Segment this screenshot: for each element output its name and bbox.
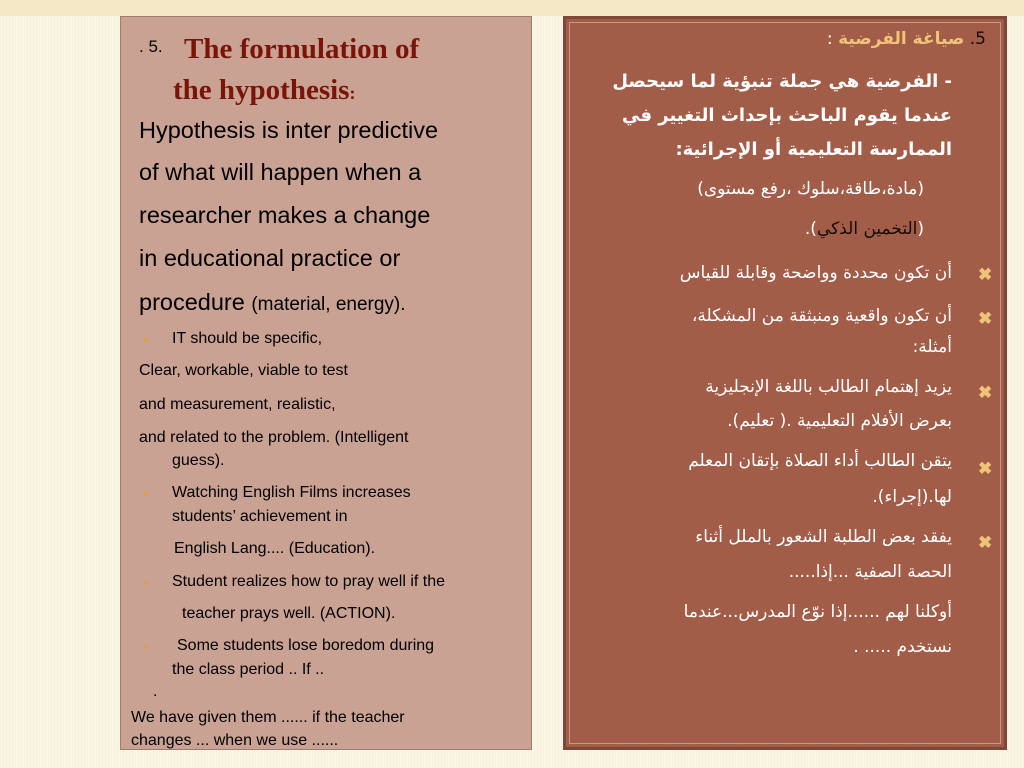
arabic-definition-3: الممارسة التعليمية أو الإجرائية: bbox=[675, 139, 952, 160]
arabic-definition-2: عندما يقوم الباحث بإحداث التغيير في bbox=[621, 105, 952, 126]
arabic-bullet-2: أن تكون واقعية ومنبثقة من المشكلة، bbox=[691, 306, 952, 326]
definition-line-4: in educational practice or bbox=[139, 245, 401, 271]
definition-line-1: Hypothesis is inter predictive bbox=[139, 117, 439, 143]
arabic-section-title: 5. صياغة الفرضية : bbox=[826, 29, 986, 49]
arabic-closing-1: أوكلنا لهم ......إذا نوّع المدرس...عندما bbox=[683, 602, 952, 622]
english-text-panel bbox=[120, 16, 532, 750]
arabic-bullet-3b: بعرض الأفلام التعليمية .( تعليم). bbox=[727, 411, 952, 431]
arabic-guess: (التخمين الذكي). bbox=[804, 219, 924, 239]
bullet-icon: ● bbox=[143, 641, 149, 651]
top-stripe bbox=[0, 0, 1024, 16]
arabic-bullet-3: يزيد إهتمام الطالب باللغة الإنجليزية bbox=[705, 377, 952, 397]
bullet-icon: ● bbox=[143, 334, 149, 344]
list-item: Watching English Films increases bbox=[172, 484, 411, 501]
arabic-definition-1: - الفرضية هي جملة تنبؤية لما سيحصل bbox=[612, 71, 952, 92]
arabic-bullet-5b: الحصة الصفية ...إذا..... bbox=[788, 562, 952, 582]
bullet-icon: ● bbox=[143, 488, 149, 498]
list-item: and measurement, realistic, bbox=[139, 396, 336, 413]
bullet-icon: ● bbox=[143, 577, 149, 587]
section-title-line2: the hypothesis: bbox=[173, 74, 356, 106]
list-item: English Lang.... (Education). bbox=[174, 540, 376, 557]
arabic-bullet-4b: لها.(إجراء). bbox=[872, 487, 952, 507]
list-item: teacher prays well. (ACTION). bbox=[182, 605, 396, 622]
section-number: . 5. bbox=[139, 37, 163, 56]
list-item: the class period .. If .. bbox=[172, 661, 325, 678]
arabic-closing-2: نستخدم ..... . bbox=[853, 637, 952, 657]
arabic-examples-paren: (مادة،طاقة،سلوك ،رفع مستوى) bbox=[697, 179, 924, 199]
list-item: and related to the problem. (Intelligent bbox=[139, 429, 409, 446]
definition-line-2: of what will happen when a bbox=[139, 159, 422, 185]
arabic-text-panel bbox=[563, 16, 1007, 750]
list-item: . bbox=[153, 683, 158, 700]
list-item: IT should be specific, bbox=[172, 330, 323, 347]
arabic-bullet-2b: أمثلة: bbox=[912, 337, 952, 357]
list-item: guess). bbox=[172, 452, 225, 469]
list-item: Some students lose boredom during bbox=[177, 637, 435, 654]
bullet-x-icon: ✖ bbox=[978, 309, 993, 328]
list-item: We have given them ...... if the teacher bbox=[131, 709, 405, 726]
definition-line-3: researcher makes a change bbox=[139, 202, 431, 228]
bullet-x-icon: ✖ bbox=[978, 533, 993, 552]
definition-line-5: procedure (material, energy). bbox=[139, 289, 406, 315]
list-item: changes ... when we use ...... bbox=[131, 732, 339, 749]
arabic-bullet-1: أن تكون محددة وواضحة وقابلة للقياس bbox=[679, 263, 952, 283]
arabic-bullet-5: يفقد بعض الطلبة الشعور بالملل أثناء bbox=[695, 527, 952, 547]
bullet-x-icon: ✖ bbox=[978, 459, 993, 478]
list-item: Clear, workable, viable to test bbox=[139, 362, 348, 379]
bullet-x-icon: ✖ bbox=[978, 383, 993, 402]
arabic-bullet-4: يتقن الطالب أداء الصلاة بإتقان المعلم bbox=[688, 451, 952, 471]
list-item: Student realizes how to pray well if the bbox=[172, 573, 446, 590]
section-title-line1: The formulation of bbox=[184, 33, 420, 65]
list-item: students’ achievement in bbox=[172, 508, 348, 525]
bullet-x-icon: ✖ bbox=[978, 265, 993, 284]
